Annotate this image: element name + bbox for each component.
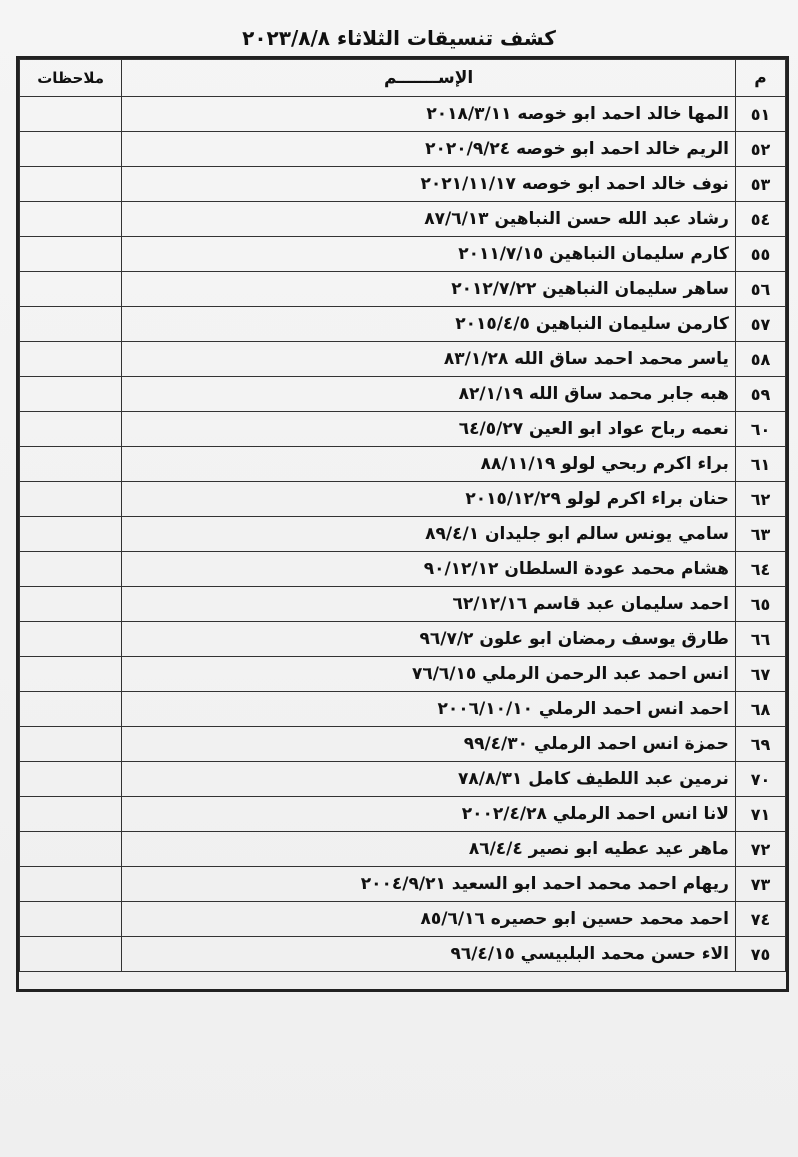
row-name: احمد انس احمد الرملي ٢٠٠٦/١٠/١٠ xyxy=(122,692,736,727)
row-number: ٥٤ xyxy=(735,202,785,237)
table-body xyxy=(20,97,786,972)
row-notes xyxy=(20,237,122,272)
row-number: ٦٦ xyxy=(735,622,785,657)
table-row xyxy=(20,237,786,272)
row-notes xyxy=(20,447,122,482)
table-row xyxy=(20,307,786,342)
row-notes xyxy=(20,517,122,552)
table-row xyxy=(20,342,786,377)
table-header-row xyxy=(20,60,786,97)
row-notes xyxy=(20,552,122,587)
row-number: ٧٠ xyxy=(735,762,785,797)
row-name: براء اكرم ربحي لولو ٨٨/١١/١٩ xyxy=(122,447,736,482)
header-num: م xyxy=(735,60,785,97)
row-notes xyxy=(20,832,122,867)
row-notes xyxy=(20,412,122,447)
roster-table-frame xyxy=(16,56,789,992)
table-row xyxy=(20,622,786,657)
table-row xyxy=(20,517,786,552)
table-row xyxy=(20,832,786,867)
row-name: انس احمد عبد الرحمن الرملي ٧٦/٦/١٥ xyxy=(122,657,736,692)
row-name: سامي يونس سالم ابو جليدان ٨٩/٤/١ xyxy=(122,517,736,552)
table-row xyxy=(20,937,786,972)
row-name: طارق يوسف رمضان ابو علون ٩٦/٧/٢ xyxy=(122,622,736,657)
row-notes xyxy=(20,692,122,727)
row-number: ٧٣ xyxy=(735,867,785,902)
header-notes: ملاحظات xyxy=(20,60,122,97)
table-row xyxy=(20,657,786,692)
row-name: هبه جابر محمد ساق الله ٨٢/١/١٩ xyxy=(122,377,736,412)
row-number: ٥٨ xyxy=(735,342,785,377)
row-name: ساهر سليمان النباهين ٢٠١٢/٧/٢٢ xyxy=(122,272,736,307)
roster-table xyxy=(19,59,786,972)
table-row xyxy=(20,797,786,832)
row-name: كارمن سليمان النباهين ٢٠١٥/٤/٥ xyxy=(122,307,736,342)
table-row xyxy=(20,377,786,412)
table-row xyxy=(20,447,786,482)
row-name: الاء حسن محمد البلبيسي ٩٦/٤/١٥ xyxy=(122,937,736,972)
row-notes xyxy=(20,937,122,972)
row-number: ٦٧ xyxy=(735,657,785,692)
row-number: ٥٣ xyxy=(735,167,785,202)
page-title: كشف تنسيقات الثلاثاء ٢٠٢٣/٨/٨ xyxy=(242,26,556,50)
row-notes xyxy=(20,622,122,657)
row-name: نوف خالد احمد ابو خوصه ٢٠٢١/١١/١٧ xyxy=(122,167,736,202)
row-number: ٧٢ xyxy=(735,832,785,867)
row-number: ٧١ xyxy=(735,797,785,832)
row-number: ٥٥ xyxy=(735,237,785,272)
row-notes xyxy=(20,762,122,797)
row-notes xyxy=(20,797,122,832)
row-notes xyxy=(20,657,122,692)
table-row xyxy=(20,902,786,937)
row-name: نرمين عبد اللطيف كامل ٧٨/٨/٣١ xyxy=(122,762,736,797)
row-number: ٥٢ xyxy=(735,132,785,167)
row-number: ٥٧ xyxy=(735,307,785,342)
row-number: ٥٩ xyxy=(735,377,785,412)
table-row xyxy=(20,727,786,762)
row-number: ٦٨ xyxy=(735,692,785,727)
row-notes xyxy=(20,867,122,902)
row-notes xyxy=(20,307,122,342)
row-notes xyxy=(20,272,122,307)
row-number: ٥٦ xyxy=(735,272,785,307)
table-row xyxy=(20,552,786,587)
row-notes xyxy=(20,202,122,237)
row-name: حنان براء اكرم لولو ٢٠١٥/١٢/٢٩ xyxy=(122,482,736,517)
row-notes xyxy=(20,97,122,132)
row-notes xyxy=(20,342,122,377)
row-name: ياسر محمد احمد ساق الله ٨٣/١/٢٨ xyxy=(122,342,736,377)
table-row xyxy=(20,202,786,237)
row-notes xyxy=(20,727,122,762)
row-number: ٦٥ xyxy=(735,587,785,622)
row-name: حمزة انس احمد الرملي ٩٩/٤/٣٠ xyxy=(122,727,736,762)
row-notes xyxy=(20,132,122,167)
row-name: كارم سليمان النباهين ٢٠١١/٧/١٥ xyxy=(122,237,736,272)
row-name: لانا انس احمد الرملي ٢٠٠٢/٤/٢٨ xyxy=(122,797,736,832)
table-row xyxy=(20,132,786,167)
row-number: ٥١ xyxy=(735,97,785,132)
row-name: رشاد عبد الله حسن النباهين ٨٧/٦/١٣ xyxy=(122,202,736,237)
table-row xyxy=(20,167,786,202)
table-row xyxy=(20,412,786,447)
row-number: ٧٥ xyxy=(735,937,785,972)
table-row xyxy=(20,692,786,727)
row-notes xyxy=(20,377,122,412)
row-name: ماهر عيد عطيه ابو نصير ٨٦/٤/٤ xyxy=(122,832,736,867)
row-notes xyxy=(20,167,122,202)
table-row xyxy=(20,97,786,132)
row-name: نعمه رباح عواد ابو العين ٦٤/٥/٢٧ xyxy=(122,412,736,447)
row-name: احمد سليمان عبد قاسم ٦٢/١٢/١٦ xyxy=(122,587,736,622)
row-name: الريم خالد احمد ابو خوصه ٢٠٢٠/٩/٢٤ xyxy=(122,132,736,167)
row-name: المها خالد احمد ابو خوصه ٢٠١٨/٣/١١ xyxy=(122,97,736,132)
table-row xyxy=(20,272,786,307)
table-row xyxy=(20,762,786,797)
row-number: ٦١ xyxy=(735,447,785,482)
row-name: هشام محمد عودة السلطان ٩٠/١٢/١٢ xyxy=(122,552,736,587)
row-name: ريهام احمد محمد احمد ابو السعيد ٢٠٠٤/٩/٢١ xyxy=(122,867,736,902)
table-row xyxy=(20,867,786,902)
table-row xyxy=(20,482,786,517)
row-notes xyxy=(20,902,122,937)
row-number: ٦٩ xyxy=(735,727,785,762)
row-name: احمد محمد حسين ابو حصيره ٨٥/٦/١٦ xyxy=(122,902,736,937)
table-row xyxy=(20,587,786,622)
row-number: ٦٢ xyxy=(735,482,785,517)
row-notes xyxy=(20,587,122,622)
row-number: ٦٤ xyxy=(735,552,785,587)
header-name: الإســـــــم xyxy=(122,60,736,97)
row-number: ٦٣ xyxy=(735,517,785,552)
row-number: ٦٠ xyxy=(735,412,785,447)
row-number: ٧٤ xyxy=(735,902,785,937)
row-notes xyxy=(20,482,122,517)
